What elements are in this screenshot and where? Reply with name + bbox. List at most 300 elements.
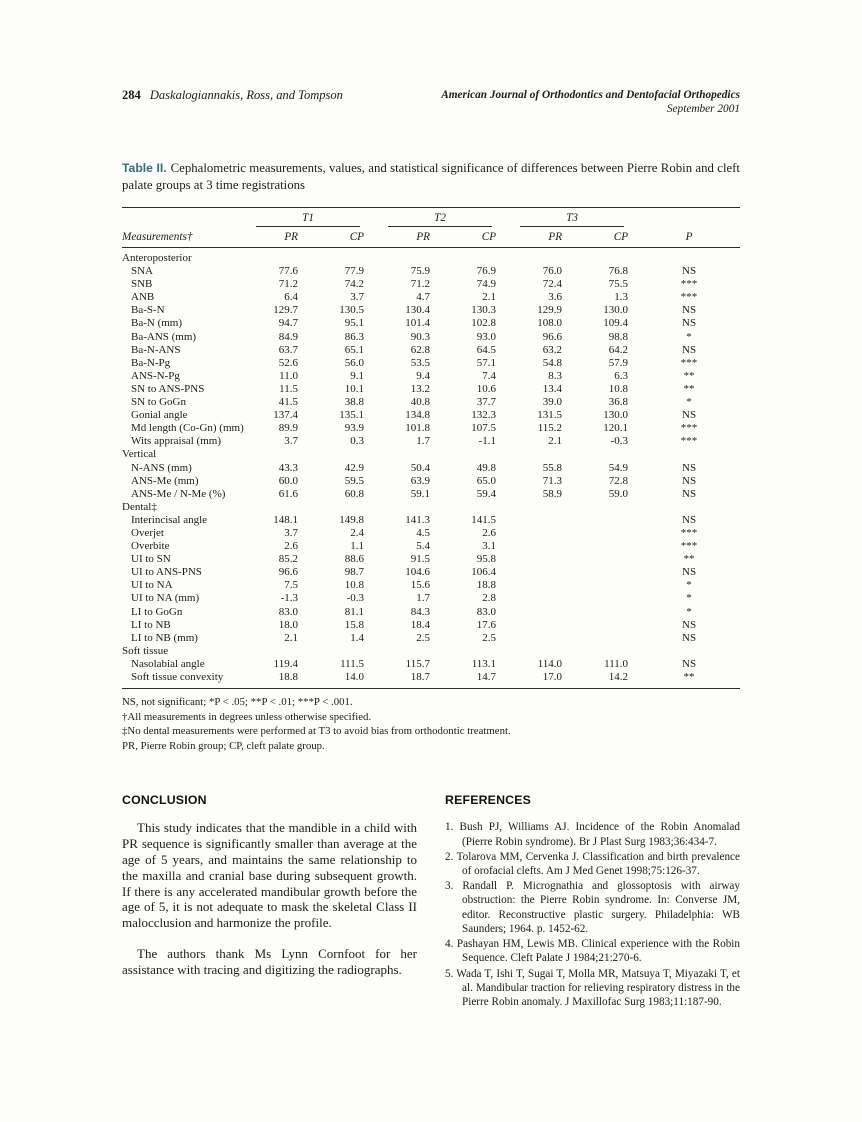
measurement-value: 141.5: [471, 513, 497, 526]
significance-value: NS: [682, 618, 697, 631]
column-header-row: [122, 227, 740, 248]
measurement-label: Nasolabial angle: [131, 657, 205, 670]
measurement-value: 148.1: [273, 513, 298, 526]
measurement-value: 64.2: [608, 343, 629, 356]
measurement-value: [506, 632, 572, 645]
significance-value: NS: [682, 487, 697, 500]
table-footnote: †All measurements in degrees unless otherwise specified.: [122, 710, 372, 723]
measurement-value: [572, 579, 638, 592]
significance-value: ***: [680, 291, 698, 304]
significance-value: NS: [682, 657, 697, 670]
measurement-label: Ba-N (mm): [131, 317, 183, 330]
measurement-value: 101.4: [405, 317, 431, 330]
table-section-label: Vertical: [122, 448, 157, 461]
reference-number: 3.: [445, 880, 454, 893]
table-head: [122, 208, 740, 248]
table-data-row: [122, 396, 740, 409]
column-header-cp-t3: CP: [572, 227, 638, 248]
measurement-value: 132.3: [471, 409, 497, 422]
table-data-row: [122, 357, 740, 370]
measurement-value: 130.0: [603, 304, 629, 317]
measurement-value: 83.0: [278, 605, 298, 618]
table-data-row: [122, 409, 740, 422]
measurement-value: 98.8: [608, 330, 629, 343]
measurement-value: 2.1: [284, 631, 298, 644]
table-data-row: [122, 304, 740, 317]
conclusion-heading: CONCLUSION: [122, 793, 207, 808]
table-data-row: [122, 527, 740, 540]
measurement-value: 59.0: [608, 487, 629, 500]
measurement-value: 74.9: [476, 278, 497, 291]
measurement-value: 130.0: [603, 409, 629, 422]
measurement-value: 14.2: [608, 671, 629, 683]
measurement-value: 41.5: [278, 396, 298, 409]
significance-value: *: [686, 396, 692, 409]
measurement-value: [572, 553, 638, 566]
time-header-t2-label: T2: [388, 212, 492, 227]
measurement-value: [506, 527, 572, 540]
measurement-value: 59.4: [476, 487, 497, 500]
table-label: Table II.: [122, 161, 167, 176]
measurement-value: 76.8: [608, 265, 629, 278]
measurement-value: 2.6: [482, 526, 497, 539]
measurement-value: 53.5: [410, 356, 431, 369]
table-caption-text: Cephalometric measurements, values, and statistical significance of differences between Pierre Robin and cleft palate groups at 3 time registrations: [122, 161, 740, 193]
column-header-pr-t1: PR: [242, 227, 308, 248]
measurement-value: 10.1: [344, 382, 365, 395]
measurement-value: 1.7: [416, 435, 431, 448]
significance-value: **: [683, 382, 695, 395]
measurement-value: 65.0: [476, 474, 497, 487]
table-data-row: [122, 671, 740, 689]
measurement-label: UI to NA (mm): [131, 592, 200, 605]
measurement-value: [572, 592, 638, 605]
table-data-row: [122, 344, 740, 357]
measurement-label: SNA: [131, 265, 154, 278]
measurement-value: 7.4: [482, 369, 497, 382]
measurement-value: 2.8: [482, 592, 497, 605]
table-body: [122, 248, 740, 689]
measurement-value: [506, 566, 572, 579]
measurement-value: 134.8: [405, 409, 431, 422]
measurement-value: 2.4: [350, 526, 365, 539]
measurement-value: 130.4: [405, 304, 431, 317]
measurement-value: 107.5: [471, 422, 497, 435]
significance-value: **: [683, 671, 695, 683]
significance-value: NS: [682, 317, 697, 330]
measurement-value: 3.7: [284, 526, 298, 539]
column-header-cp-t2: CP: [440, 227, 506, 248]
measurement-label: Overjet: [131, 526, 164, 539]
measurement-value: 18.4: [410, 618, 431, 631]
measurement-value: 65.1: [344, 343, 365, 356]
measurement-value: [506, 592, 572, 605]
bottom-two-column-section: [122, 793, 740, 1010]
measurement-value: -1.1: [478, 435, 497, 448]
measurement-value: 120.1: [603, 422, 629, 435]
measurement-value: 2.6: [284, 540, 298, 553]
measurement-value: 54.8: [542, 356, 563, 369]
measurement-value: 109.4: [603, 317, 629, 330]
column-header-cp-t1: CP: [308, 227, 374, 248]
measurement-value: 4.5: [416, 526, 431, 539]
measurement-value: 91.5: [410, 553, 431, 566]
measurement-value: 75.5: [608, 278, 629, 291]
table-data-row: [122, 579, 740, 592]
measurement-value: 76.9: [476, 265, 497, 278]
measurement-value: 93.9: [344, 422, 365, 435]
measurement-value: 43.3: [278, 461, 298, 474]
measurement-value: 14.7: [476, 671, 497, 683]
reference-number: 2.: [445, 850, 454, 863]
measurement-value: [572, 514, 638, 527]
measurement-value: 2.5: [482, 631, 497, 644]
column-header-measurements: Measurements†: [122, 227, 242, 248]
table-section-row: [122, 501, 740, 514]
table-data-row: [122, 422, 740, 435]
measurement-value: 13.2: [410, 382, 431, 395]
measurement-value: 102.8: [471, 317, 497, 330]
measurement-value: 115.2: [537, 422, 563, 435]
measurement-label: Interincisal angle: [131, 513, 208, 526]
measurement-value: 42.9: [344, 461, 365, 474]
measurement-value: 74.2: [344, 278, 365, 291]
significance-value: **: [683, 369, 695, 382]
measurement-label: SNB: [131, 278, 153, 291]
table-section-row: [122, 248, 740, 266]
measurement-value: 59.5: [344, 474, 365, 487]
measurement-value: 54.9: [608, 461, 629, 474]
measurement-label: UI to NA: [131, 579, 173, 592]
measurement-label: UI to SN: [131, 553, 171, 566]
measurement-value: 84.3: [410, 605, 431, 618]
measurement-value: 2.1: [482, 291, 497, 304]
measurement-value: 77.6: [278, 265, 298, 278]
measurement-value: [572, 606, 638, 619]
measurement-value: 101.8: [405, 422, 431, 435]
measurement-label: Soft tissue convexity: [131, 671, 224, 683]
measurement-value: 129.9: [537, 304, 563, 317]
measurement-value: 17.6: [476, 618, 497, 631]
measurement-value: 36.8: [608, 396, 629, 409]
measurement-value: 1.7: [416, 592, 431, 605]
measurement-value: 17.0: [542, 671, 563, 683]
measurement-value: 7.5: [284, 579, 298, 592]
time-header-t3: [506, 208, 638, 228]
measurement-value: 2.1: [548, 435, 563, 448]
reference-item: 4. Pashayan HM, Lewis MB. Clinical experience with the Robin Sequence. Cleft Palate J 1984;21:270-6.: [445, 938, 740, 965]
table-data-row: [122, 553, 740, 566]
significance-value: ***: [680, 356, 698, 369]
measurement-value: 13.4: [542, 382, 563, 395]
measurement-value: [572, 540, 638, 553]
measurement-value: [506, 540, 572, 553]
table-footnote: ‡No dental measurements were performed at T3 to avoid bias from orthodontic treatment.: [122, 725, 511, 738]
measurement-value: 89.9: [278, 422, 298, 435]
time-header-row: [122, 208, 740, 228]
measurement-value: [506, 553, 572, 566]
measurement-value: 72.4: [542, 278, 563, 291]
reference-item: 2. Tolarova MM, Cervenka J. Classification and birth prevalence of orofacial clefts. Am J Med Genet 1998;75:126-37.: [445, 850, 740, 878]
measurement-value: 149.8: [339, 513, 365, 526]
measurement-value: 60.8: [344, 487, 365, 500]
table-data-row: [122, 291, 740, 304]
measurement-label: LI to NB (mm): [131, 631, 198, 644]
measurement-value: 49.8: [476, 461, 497, 474]
table-section-label: Anteroposterior: [122, 252, 192, 264]
measurement-value: 75.9: [410, 265, 431, 278]
measurement-value: 76.0: [542, 265, 563, 278]
conclusion-paragraph-2: The authors thank Ms Lynn Cornfoot for her assistance with tracing and digitizing the radiographs.: [122, 946, 417, 977]
table-data-row: [122, 619, 740, 632]
significance-value: NS: [682, 461, 697, 474]
measurement-label: ANS-Me / N-Me (%): [131, 487, 226, 500]
measurement-value: 63.9: [410, 474, 431, 487]
measurement-value: 85.2: [278, 553, 298, 566]
measurement-label: Wits appraisal (mm): [131, 435, 221, 448]
measurement-label: Ba-S-N: [131, 304, 165, 317]
significance-value: ***: [680, 435, 698, 448]
measurement-value: 98.7: [344, 566, 365, 579]
running-head: [122, 88, 740, 116]
references-heading: REFERENCES: [445, 793, 532, 808]
measurement-value: 15.6: [410, 579, 431, 592]
measurement-label: Ba-N-ANS: [131, 343, 181, 356]
measurement-value: 9.1: [350, 369, 365, 382]
measurement-value: [506, 619, 572, 632]
time-header-spacer: [122, 208, 242, 228]
significance-value: *: [686, 592, 692, 605]
significance-value: ***: [680, 526, 698, 539]
measurement-value: 72.8: [608, 474, 629, 487]
significance-value: NS: [682, 409, 697, 422]
reference-number: 1.: [445, 821, 454, 834]
measurement-value: 62.8: [410, 343, 431, 356]
page-number: 284: [122, 88, 141, 102]
measurement-value: 5.4: [416, 540, 431, 553]
measurement-value: 60.0: [278, 474, 298, 487]
table-data-row: [122, 462, 740, 475]
significance-value: NS: [682, 474, 697, 487]
measurement-value: 93.0: [476, 330, 497, 343]
table-data-row: [122, 475, 740, 488]
measurement-value: 61.6: [278, 487, 298, 500]
measurement-value: 71.3: [542, 474, 563, 487]
measurement-value: 64.5: [476, 343, 497, 356]
measurement-value: 39.0: [542, 396, 563, 409]
significance-value: ***: [680, 540, 698, 553]
running-head-authors: Daskalogiannakis, Ross, and Tompson: [149, 88, 343, 102]
measurement-value: [506, 514, 572, 527]
table-section-row: [122, 448, 740, 461]
measurement-value: 141.3: [405, 513, 431, 526]
measurement-label: N-ANS (mm): [131, 461, 192, 474]
table-footnotes: [122, 695, 740, 753]
measurement-value: 137.4: [273, 409, 298, 422]
measurement-value: 14.0: [344, 671, 365, 683]
measurement-value: [506, 606, 572, 619]
measurement-value: 71.2: [278, 278, 298, 291]
measurement-value: 11.5: [279, 382, 298, 395]
measurement-label: Ba-N-Pg: [131, 356, 171, 369]
measurement-label: Gonial angle: [131, 409, 188, 422]
table-section-label: Soft tissue: [122, 644, 169, 657]
measurement-value: 38.8: [344, 396, 365, 409]
measurement-label: Md length (Co-Gn) (mm): [131, 422, 244, 435]
journal-issue-date: September 2001: [666, 103, 740, 116]
measurement-value: 37.7: [476, 396, 497, 409]
measurement-value: 135.1: [339, 409, 365, 422]
table-section-row: [122, 645, 740, 658]
measurement-value: 3.1: [482, 540, 497, 553]
conclusion-paragraph-1: This study indicates that the mandible in a child with PR sequence is significantly smaller than average at the age of 5 years, and maintains the same relationship to the maxilla and cranial base during subsequent growth. If there is any accelerated mandibular growth before the age of 5, it is not adequate to mask the skeletal Class II malocclusion and harmonize the profile.: [122, 820, 417, 931]
column-header-pr-t2: PR: [374, 227, 440, 248]
table-data-row: [122, 278, 740, 291]
reference-number: 5.: [445, 967, 454, 980]
measurement-value: 57.1: [476, 356, 497, 369]
journal-title: American Journal of Orthodontics and Dentofacial Orthopedics: [441, 89, 740, 101]
measurement-value: 10.8: [344, 579, 365, 592]
column-header-p: P: [638, 227, 740, 248]
measurement-label: ANS-Me (mm): [131, 474, 199, 487]
table-data-row: [122, 514, 740, 527]
measurement-value: 18.8: [278, 671, 298, 683]
significance-value: NS: [682, 631, 697, 644]
measurement-value: 50.4: [410, 461, 431, 474]
measurement-value: 71.2: [410, 278, 431, 291]
measurement-value: 40.8: [410, 396, 431, 409]
measurement-label: ANS-N-Pg: [131, 369, 180, 382]
measurement-value: 108.0: [537, 317, 563, 330]
reference-item: 5. Wada T, Ishi T, Sugai T, Molla MR, Matsuya T, Miyazaki T, et al. Mandibular traction for relieving respiratory distress in the Pierre Robin anomaly. J Maxillofac Surg 1983;11:187-90.: [445, 967, 740, 1008]
measurement-label: ANB: [131, 291, 155, 304]
measurement-label: UI to ANS-PNS: [131, 566, 202, 579]
time-header-p-spacer: [638, 208, 740, 228]
table-data-row: [122, 317, 740, 330]
measurement-value: 52.6: [278, 356, 298, 369]
measurement-value: [572, 527, 638, 540]
measurement-value: -0.3: [610, 435, 629, 448]
measurement-value: 88.6: [344, 553, 365, 566]
measurement-value: 96.6: [542, 330, 563, 343]
measurement-value: 58.9: [542, 487, 563, 500]
table-caption: [122, 160, 740, 194]
table-data-row: [122, 370, 740, 383]
measurement-value: 11.0: [279, 369, 298, 382]
measurement-value: 56.0: [344, 356, 365, 369]
measurement-value: 96.6: [278, 566, 298, 579]
measurement-value: 9.4: [416, 369, 431, 382]
time-header-t2: [374, 208, 506, 228]
conclusion-section: [122, 793, 417, 1010]
measurement-value: 59.1: [410, 487, 431, 500]
measurement-label: SN to GoGn: [131, 396, 187, 409]
measurement-value: 81.1: [344, 605, 365, 618]
measurement-value: 15.8: [344, 618, 365, 631]
significance-value: NS: [682, 343, 697, 356]
measurement-value: 113.1: [471, 657, 497, 670]
measurement-value: 3.7: [350, 291, 365, 304]
measurement-value: 84.9: [278, 330, 298, 343]
running-head-left: [122, 88, 343, 104]
measurement-value: 1.3: [614, 291, 629, 304]
measurement-value: [572, 566, 638, 579]
cephalometric-table: [122, 207, 740, 689]
measurement-value: 18.7: [410, 671, 431, 683]
measurement-value: 4.7: [416, 291, 431, 304]
time-header-t1-label: T1: [256, 212, 360, 227]
measurement-value: 1.4: [350, 631, 365, 644]
measurement-value: -1.3: [280, 592, 298, 605]
significance-value: ***: [680, 278, 698, 291]
measurement-value: 63.2: [542, 343, 563, 356]
measurement-value: 77.9: [344, 265, 365, 278]
measurement-value: 90.3: [410, 330, 431, 343]
table-data-row: [122, 606, 740, 619]
table-data-row: [122, 435, 740, 448]
measurement-label: SN to ANS-PNS: [131, 382, 205, 395]
significance-value: **: [683, 553, 695, 566]
time-header-t1: [242, 208, 374, 228]
measurement-value: 3.6: [548, 291, 563, 304]
measurement-value: 10.6: [476, 382, 497, 395]
measurement-value: 111.0: [604, 657, 629, 670]
measurement-value: 104.6: [405, 566, 431, 579]
table-data-row: [122, 540, 740, 553]
measurement-value: 10.8: [608, 382, 629, 395]
table-data-row: [122, 592, 740, 605]
measurement-value: -0.3: [346, 592, 365, 605]
table-data-row: [122, 566, 740, 579]
references-section: [445, 793, 740, 1010]
measurement-value: 130.3: [471, 304, 497, 317]
measurement-value: 83.0: [476, 605, 497, 618]
measurement-label: Ba-ANS (mm): [131, 330, 197, 343]
measurement-label: Overbite: [131, 540, 170, 553]
measurement-value: 18.0: [278, 618, 298, 631]
reference-list: [445, 820, 740, 1009]
reference-item: 3. Randall P. Micrognathia and glossoptosis with airway obstruction: the Pierre Robin syndrome. In: Converse JM, editor. Reconstructive plastic surgery. Philadelphia: WB Saunders; 1964. p. 1452-62.: [445, 880, 740, 935]
measurement-value: 55.8: [542, 461, 563, 474]
measurement-value: 106.4: [471, 566, 497, 579]
significance-value: NS: [682, 513, 697, 526]
running-head-right: [441, 88, 740, 116]
measurement-value: 8.3: [548, 369, 563, 382]
measurement-value: 57.9: [608, 356, 629, 369]
measurement-value: [572, 619, 638, 632]
significance-value: *: [686, 605, 692, 618]
measurement-value: 131.5: [537, 409, 563, 422]
measurement-value: 6.3: [614, 369, 629, 382]
measurement-value: 111.5: [340, 657, 365, 670]
reference-item: 1. Bush PJ, Williams AJ. Incidence of the Robin Anomalad (Pierre Robin syndrome). Br J Plast Surg 1983;36:434-7.: [445, 821, 740, 848]
column-header-pr-t3: PR: [506, 227, 572, 248]
measurement-value: 0.3: [350, 435, 365, 448]
table-footnote: NS, not significant; *P < .05; **P < .01; ***P < .001.: [122, 696, 353, 709]
measurement-value: 119.4: [273, 657, 298, 670]
significance-value: *: [686, 579, 692, 592]
measurement-value: 95.8: [476, 553, 497, 566]
table-footnote: PR, Pierre Robin group; CP, cleft palate group.: [122, 739, 325, 752]
table-data-row: [122, 383, 740, 396]
measurement-label: LI to GoGn: [131, 605, 183, 618]
measurement-value: 94.7: [278, 317, 298, 330]
time-header-t3-label: T3: [520, 212, 624, 227]
measurement-value: 6.4: [284, 291, 298, 304]
table-data-row: [122, 658, 740, 671]
significance-value: *: [686, 330, 692, 343]
table-data-row: [122, 331, 740, 344]
